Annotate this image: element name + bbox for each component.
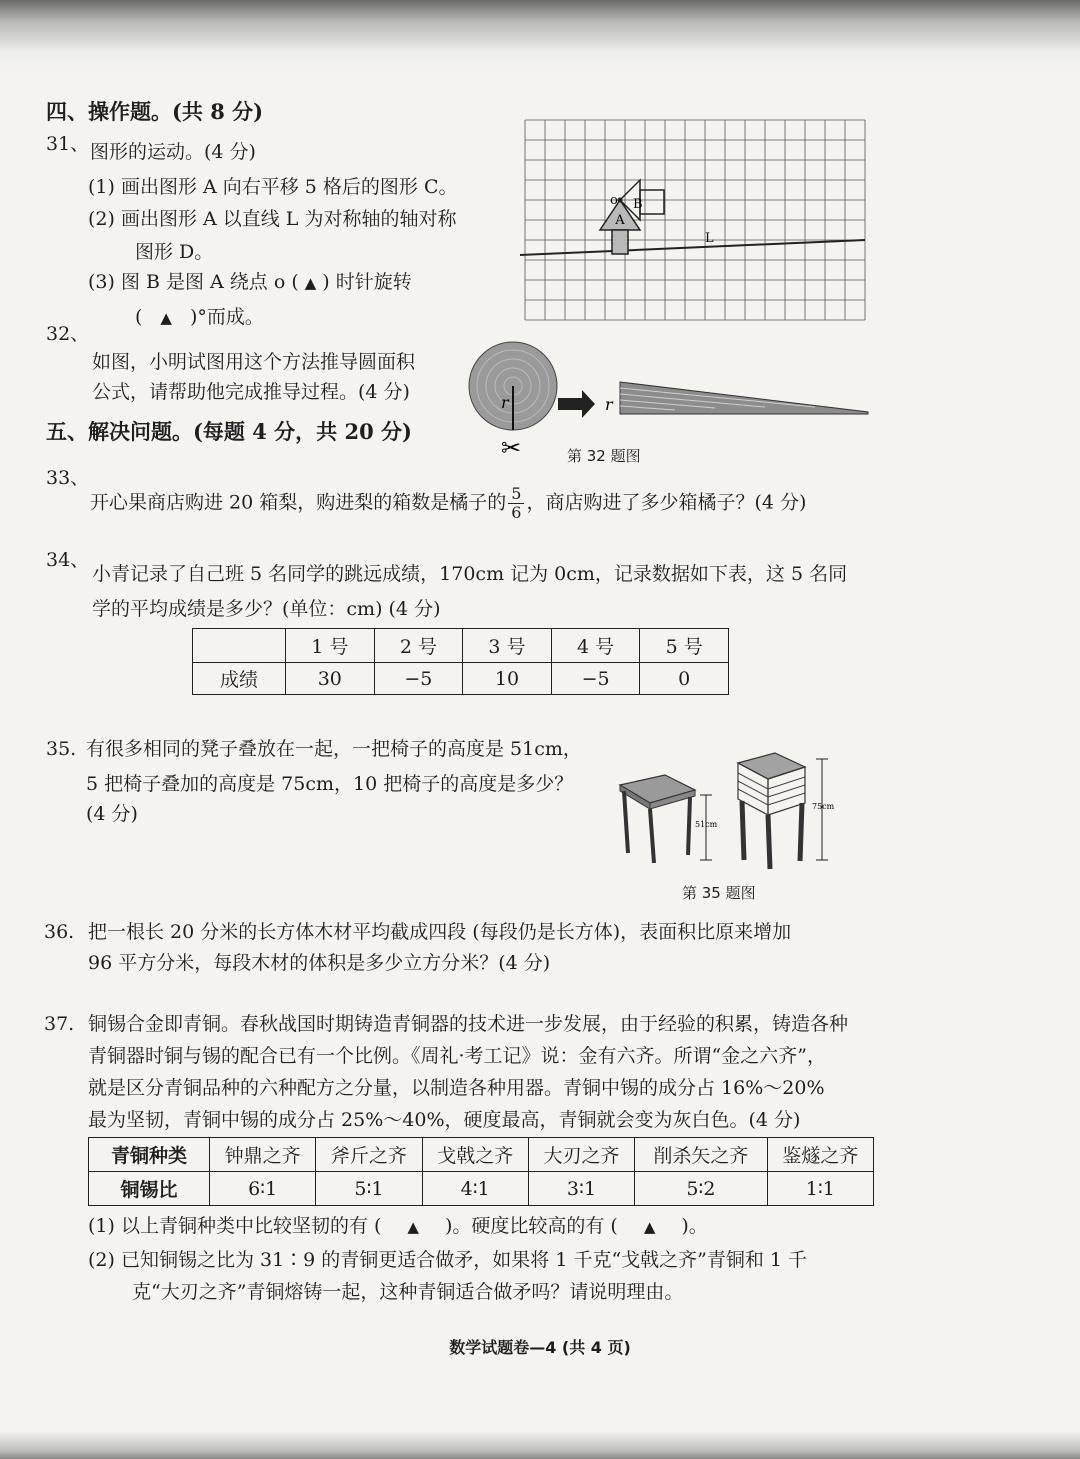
q31-title: 图形的运动。(4 分) bbox=[90, 141, 256, 163]
q37-sub1-pre: (1) 以上青铜种类中比较坚韧的有 ( bbox=[88, 1215, 382, 1237]
q37-sub1-post: )。 bbox=[681, 1215, 708, 1237]
q35-number: 35. bbox=[46, 738, 77, 760]
q33-number: 33、 bbox=[46, 467, 90, 489]
q31-part3-line2 bbox=[135, 305, 264, 330]
table-cell: 钟鼎之齐 bbox=[210, 1138, 316, 1172]
fraction-five-sixths bbox=[508, 485, 524, 522]
label-b: B bbox=[633, 197, 643, 212]
table-cell: 6∶1 bbox=[210, 1172, 316, 1206]
table-cell: 1∶1 bbox=[767, 1172, 873, 1206]
table-cell: 5∶2 bbox=[635, 1172, 768, 1206]
q35-line1: 有很多相同的凳子叠放在一起，一把椅子的高度是 51cm， bbox=[86, 738, 582, 760]
table-header-cell: 3 号 bbox=[463, 629, 552, 663]
q31-part3-line1 bbox=[88, 270, 412, 295]
q32-circle-figure bbox=[465, 338, 875, 463]
table-cell: −5 bbox=[551, 663, 640, 695]
radius-label-right: r bbox=[605, 395, 613, 414]
table-cell: 30 bbox=[286, 663, 375, 695]
table-row bbox=[193, 663, 729, 695]
q33-text-post: ，商店购进了多少箱橘子？(4 分) bbox=[526, 491, 807, 514]
q37-line3: 就是区分青铜品种的六种配方之分量，以制造各种用器。青铜中锡的成分占 16%～20% bbox=[88, 1077, 825, 1099]
table-cell: 削杀矢之齐 bbox=[635, 1138, 768, 1172]
answer-blank-mark: ▲ bbox=[407, 1218, 419, 1236]
section5-title: 五、解决问题。(每题 4 分，共 20 分) bbox=[46, 419, 412, 444]
q33-text-pre: 开心果商店购进 20 箱梨，购进梨的箱数是橘子的 bbox=[90, 491, 507, 514]
q37-sub1-mid: )。硬度比较高的有 ( bbox=[444, 1215, 618, 1237]
q32-line2: 公式，请帮助他完成推导过程。(4 分) bbox=[92, 381, 410, 403]
q36-number: 36. bbox=[44, 921, 75, 943]
page-top-shadow bbox=[0, 0, 1080, 70]
table-row-label: 青铜种类 bbox=[89, 1138, 210, 1172]
table-header-row bbox=[193, 629, 729, 663]
table-cell: 斧斤之齐 bbox=[316, 1138, 422, 1172]
q33-text bbox=[90, 485, 806, 522]
q31-part1: (1) 画出图形 A 向右平移 5 格后的图形 C。 bbox=[88, 176, 458, 198]
q37-number: 37. bbox=[44, 1013, 75, 1035]
q35-stool-figure bbox=[610, 745, 840, 875]
table-cell: 0 bbox=[640, 663, 729, 695]
table-cell: 4∶1 bbox=[422, 1172, 528, 1206]
q31-part3-post: ) 时针旋转 bbox=[322, 271, 412, 293]
stool-stack-seat bbox=[738, 753, 805, 779]
page-bottom-shadow bbox=[0, 1431, 1080, 1459]
page-footer: 数学试题卷—4 (共 4 页) bbox=[449, 1338, 631, 1357]
q34-number: 34、 bbox=[46, 549, 90, 571]
q35-line3: (4 分) bbox=[86, 803, 138, 825]
shape-b-square bbox=[640, 190, 664, 214]
table-cell: −5 bbox=[374, 663, 463, 695]
shape-a-stem bbox=[612, 230, 628, 254]
table-cell: 10 bbox=[463, 663, 552, 695]
q31-grid-figure bbox=[520, 110, 870, 332]
answer-blank-mark: ▲ bbox=[643, 1218, 656, 1236]
q31-part3b-pre: ( bbox=[135, 306, 143, 328]
table-header-cell: 4 号 bbox=[551, 629, 640, 663]
q36-line1: 把一根长 20 分米的长方体木材平均截成四段 (每段仍是长方体)，表面积比原来增加 bbox=[88, 921, 792, 943]
table-header-cell: 2 号 bbox=[374, 629, 463, 663]
stool-stack-leg bbox=[800, 803, 802, 861]
label-75cm: 75cm bbox=[812, 802, 835, 811]
stool-stack-leg bbox=[742, 801, 744, 860]
stool-stack-leg bbox=[768, 815, 770, 869]
stool-leg bbox=[650, 809, 654, 863]
line-l bbox=[520, 240, 865, 255]
q34-line2: 学的平均成绩是多少？(单位：cm) (4 分) bbox=[92, 598, 441, 620]
q31-part3b-post: )°而成。 bbox=[189, 306, 264, 328]
table-header-cell bbox=[193, 629, 286, 663]
arrow-right-icon bbox=[558, 390, 595, 418]
q32-number: 32、 bbox=[46, 323, 90, 345]
q37-bronze-table bbox=[88, 1137, 874, 1206]
q35-line2: 5 把椅子叠加的高度是 75cm，10 把椅子的高度是多少？ bbox=[86, 773, 574, 795]
table-row-label: 铜锡比 bbox=[89, 1172, 210, 1206]
q34-line1: 小青记录了自己班 5 名同学的跳远成绩，170cm 记为 0cm，记录数据如下表，这 5 名同 bbox=[92, 563, 848, 585]
q31-part3-pre: (3) 图 B 是图 A 绕点 o ( bbox=[88, 271, 299, 293]
q34-score-table bbox=[192, 628, 729, 695]
q31-part2-line2: 图形 D。 bbox=[135, 241, 214, 263]
q31-part2-line1: (2) 画出图形 A 以直线 L 为对称轴的轴对称 bbox=[88, 208, 457, 230]
answer-blank-mark: ▲ bbox=[304, 274, 317, 292]
q36-line2: 96 平方分米，每段木材的体积是多少立方分米？(4 分) bbox=[88, 952, 551, 974]
table-header-cell: 5 号 bbox=[640, 629, 729, 663]
fraction-denominator: 6 bbox=[511, 503, 522, 522]
table-cell: 大刃之齐 bbox=[528, 1138, 634, 1172]
q32-caption: 第 32 题图 bbox=[567, 447, 641, 465]
q37-sub2-line2: 克“大刃之齐”青铜熔铸一起，这种青铜适合做矛吗？请说明理由。 bbox=[132, 1281, 684, 1303]
stool-leg bbox=[688, 797, 690, 855]
q31-number: 31、 bbox=[46, 133, 90, 155]
q35-caption: 第 35 题图 bbox=[682, 884, 756, 902]
q37-sub1 bbox=[88, 1214, 708, 1239]
rotation-center-point bbox=[618, 198, 623, 203]
label-51cm: 51cm bbox=[695, 820, 718, 829]
label-a: A bbox=[615, 213, 625, 228]
table-row bbox=[89, 1172, 874, 1206]
fraction-numerator: 5 bbox=[508, 485, 524, 504]
label-l: L bbox=[705, 231, 714, 246]
table-row bbox=[89, 1138, 874, 1172]
table-header-cell: 1 号 bbox=[286, 629, 375, 663]
radius-label: r bbox=[501, 393, 509, 412]
q32-line1: 如图，小明试图用这个方法推导圆面积 bbox=[92, 351, 416, 373]
section4-title: 四、操作题。(共 8 分) bbox=[46, 99, 264, 124]
q37-line1: 铜锡合金即青铜。春秋战国时期铸造青铜器的技术进一步发展，由于经验的积累，铸造各种 bbox=[88, 1013, 849, 1035]
label-o: o bbox=[610, 193, 618, 208]
q37-sub2-line1: (2) 已知铜锡之比为 31∶9 的青铜更适合做矛，如果将 1 千克“戈戟之齐”青铜和 1 千 bbox=[88, 1249, 808, 1271]
table-row-label: 成绩 bbox=[193, 663, 286, 695]
scissors-icon: ✂ bbox=[501, 434, 522, 462]
table-cell: 鉴燧之齐 bbox=[767, 1138, 873, 1172]
table-cell: 戈戟之齐 bbox=[422, 1138, 528, 1172]
stool-leg bbox=[624, 791, 628, 853]
table-cell: 3∶1 bbox=[528, 1172, 634, 1206]
q37-line2: 青铜器时铜与锡的配合已有一个比例。《周礼·考工记》说：金有六齐。所谓“金之六齐”， bbox=[88, 1045, 826, 1067]
q37-line4: 最为坚韧，青铜中锡的成分占 25%～40%，硬度最高，青铜就会变为灰白色。(4 分) bbox=[88, 1109, 801, 1131]
answer-blank-mark: ▲ bbox=[160, 309, 172, 327]
table-cell: 5∶1 bbox=[316, 1172, 422, 1206]
